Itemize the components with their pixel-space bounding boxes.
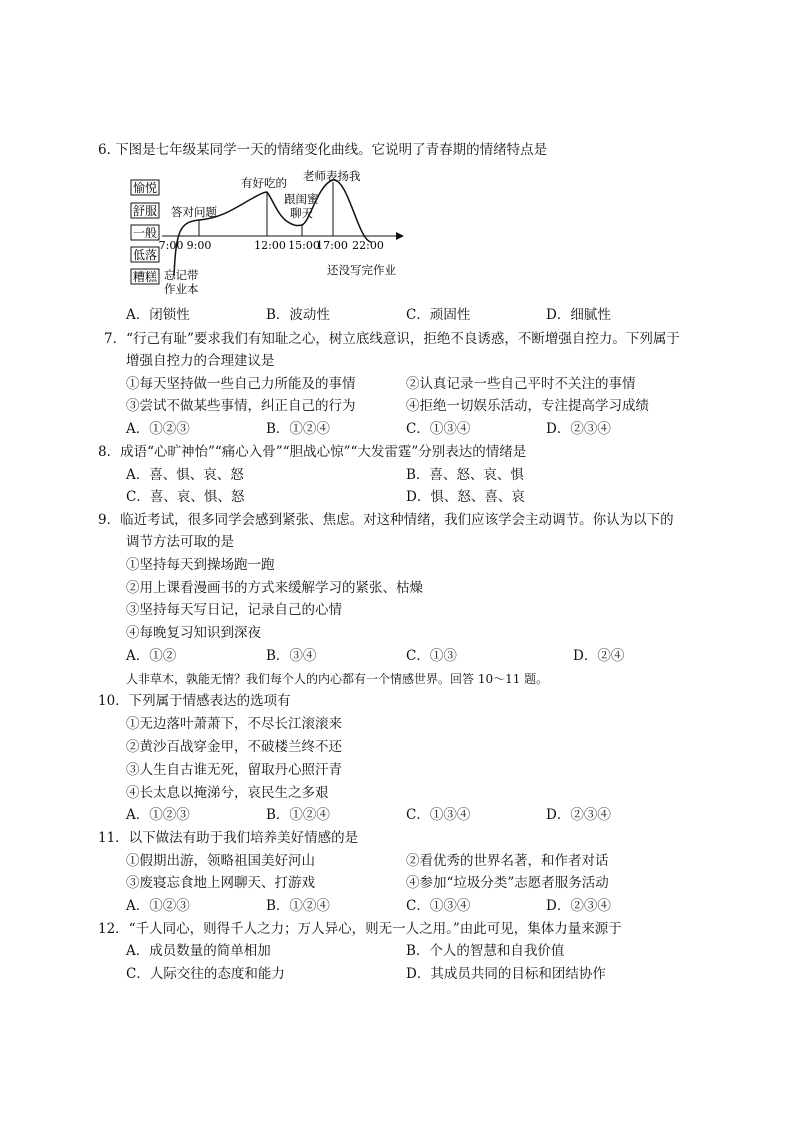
event-label: 作业本 [164, 282, 199, 296]
q11-option-a: A．①②③ [126, 898, 190, 914]
time-label: 15:00 [288, 239, 320, 252]
level-label: 糟糕 [132, 270, 158, 284]
event-label: 答对问题 [171, 205, 217, 219]
q11-item-4: ④参加“垃圾分类”志愿者服务活动 [406, 875, 609, 891]
time-label: 22:00 [352, 239, 384, 252]
q7-option-b: B．①②④ [266, 421, 330, 437]
event-label: 还没写完作业 [327, 263, 396, 277]
q11-item-3: ③废寝忘食地上网聊天、打游戏 [126, 875, 315, 891]
event-label: 忘记带 [164, 268, 199, 282]
event-label: 有好吃的 [241, 176, 287, 190]
time-label: 7:00 [158, 239, 184, 252]
q8-option-c: C．喜、哀、惧、怒 [126, 489, 245, 505]
time-label: 12:00 [254, 239, 286, 252]
q11-option-d: D．②③④ [546, 898, 611, 914]
q6-option-c: C．顽固性 [406, 307, 471, 323]
q10-item-3: ③人生自古谁无死，留取丹心照汗青 [126, 762, 342, 778]
q7-option-d: D．②③④ [546, 421, 611, 437]
event-label: 老师表扬我 [303, 170, 361, 183]
q9-item-4: ④每晚复习知识到深夜 [126, 625, 261, 641]
q8-option-d: D．惧、怒、喜、哀 [406, 489, 525, 505]
q7-option-c: C．①③④ [406, 421, 471, 437]
q11-item-2: ②看优秀的世界名著，和作者对话 [406, 853, 609, 869]
axis-arrow [396, 232, 404, 240]
q7-item-3: ③尝试不做某些事情，纠正自己的行为 [126, 398, 356, 414]
q7-item-2: ②认真记录一些自己平时不关注的事情 [406, 376, 636, 392]
q7-stem-line1: 7．“行己有耻”要求我们有知耻之心，树立底线意识，拒绝不良诱惑，不断增强自控力。下列属于 [104, 331, 680, 347]
q10-item-1: ①无边落叶萧萧下，不尽长江滚滚来 [126, 716, 342, 732]
q8-stem: 8．成语“心旷神怡”“痛心入骨”“胆战心惊”“大发雷霆”分别表达的情绪是 [98, 444, 527, 460]
q9-item-1: ①坚持每天到操场跑一跑 [126, 557, 275, 573]
time-label: 9:00 [186, 239, 212, 252]
q12-option-a: A．成员数量的简单相加 [126, 943, 271, 959]
intro-10-11: 人非草木，孰能无情？我们每个人的内心都有一个情感世界。回答 10～11 题。 [126, 672, 549, 686]
q12-stem: 12．“千人同心，则得千人之力；万人异心，则无一人之用。”由此可见，集体力量来源于 [98, 921, 622, 937]
q8-option-b: B．喜、怒、哀、惧 [406, 467, 524, 483]
mood-curve-figure [128, 170, 418, 300]
q10-stem: 10．下列属于情感表达的选项有 [98, 693, 291, 709]
q7-option-a: A．①②③ [126, 421, 190, 437]
q10-item-4: ④长太息以掩涕兮，哀民生之多艰 [126, 785, 329, 801]
mood-level-labels [131, 180, 159, 284]
q9-stem-line1: 9．临近考试，很多同学会感到紧张、焦虑。对这种情绪，我们应该学会主动调节。你认为以下的 [98, 512, 674, 528]
level-label: 一般 [132, 226, 158, 240]
q11-option-b: B．①②④ [266, 898, 330, 914]
event-label: 聊天 [290, 206, 313, 220]
q6-option-b: B．波动性 [266, 307, 330, 323]
event-label: 跟闺蜜 [284, 192, 319, 206]
q7-item-4: ④拒绝一切娱乐活动，专注提高学习成绩 [406, 398, 649, 414]
q11-stem: 11．以下做法有助于我们培养美好情感的是 [98, 830, 359, 846]
q6-option-d: D．细腻性 [546, 307, 611, 323]
q6-option-a: A．闭锁性 [126, 307, 190, 323]
q10-option-b: B．①②④ [266, 807, 330, 823]
level-label: 愉悦 [132, 181, 158, 195]
mood-curve [174, 180, 371, 276]
level-label: 舒服 [132, 204, 158, 218]
q7-stem-line2: 增强自控力的合理建议是 [126, 353, 275, 369]
q9-option-c: C．①③ [406, 648, 457, 664]
q6-stem: 6. 下图是七年级某同学一天的情绪变化曲线。它说明了青春期的情绪特点是 [98, 142, 548, 158]
q12-option-d: D．其成员共同的目标和团结协作 [406, 966, 606, 982]
q10-option-d: D．②③④ [546, 807, 611, 823]
q7-item-1: ①每天坚持做一些自己力所能及的事情 [126, 376, 356, 392]
q10-option-c: C．①③④ [406, 807, 471, 823]
q9-option-b: B．③④ [266, 648, 317, 664]
q11-item-1: ①假期出游，领略祖国美好河山 [126, 853, 315, 869]
q8-option-a: A．喜、惧、哀、怒 [126, 467, 244, 483]
q9-stem-line2: 调节方法可取的是 [126, 534, 234, 550]
q9-item-3: ③坚持每天写日记，记录自己的心情 [126, 602, 342, 618]
q9-option-a: A．①② [126, 648, 177, 664]
level-label: 低落 [132, 248, 158, 262]
q9-item-2: ②用上课看漫画书的方式来缓解学习的紧张、枯燥 [126, 580, 423, 596]
time-label: 17:00 [316, 239, 348, 252]
q9-option-d: D．②④ [573, 648, 625, 664]
q10-option-a: A．①②③ [126, 807, 190, 823]
q11-option-c: C．①③④ [406, 898, 471, 914]
q12-option-b: B．个人的智慧和自我价值 [406, 943, 565, 959]
q12-option-c: C．人际交往的态度和能力 [126, 966, 285, 982]
q10-item-2: ②黄沙百战穿金甲，不破楼兰终不还 [126, 739, 342, 755]
